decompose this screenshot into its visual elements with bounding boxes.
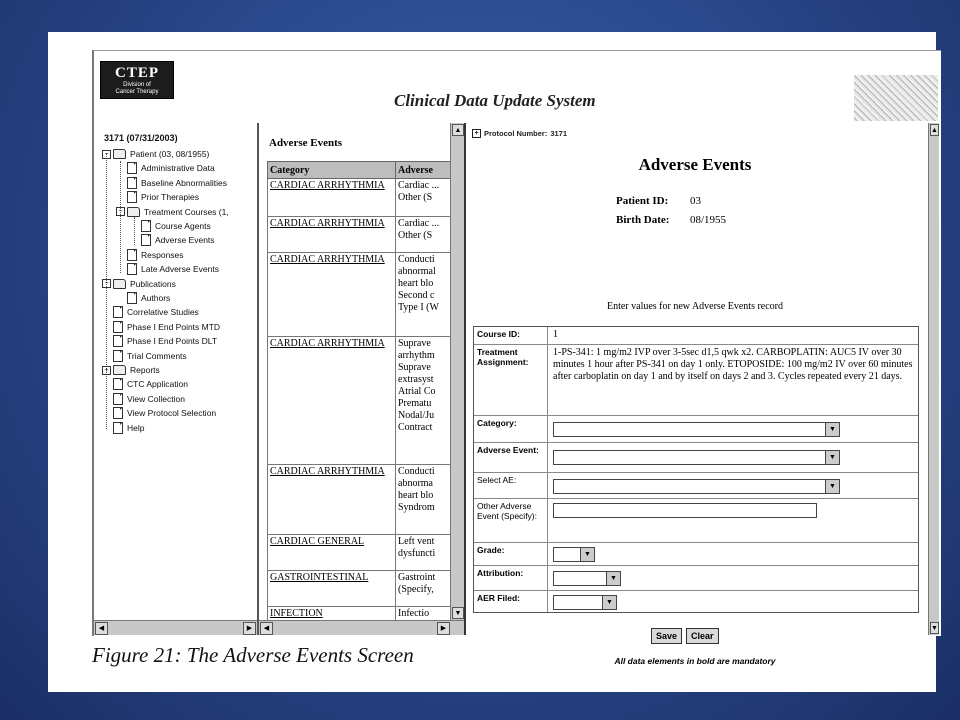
- tree-item[interactable]: [127, 176, 227, 190]
- tree-item-label: Late Adverse Events: [141, 264, 219, 275]
- column-header-category[interactable]: Category: [268, 162, 396, 179]
- adverse-event-cell: Cardiac ... Other (S: [396, 179, 452, 217]
- table-row[interactable]: [268, 465, 452, 535]
- scroll-down-icon[interactable]: ▼: [452, 607, 464, 619]
- adverse-events-table: [267, 161, 452, 622]
- tree-root[interactable]: 3171 (07/31/2003): [104, 133, 178, 143]
- tree-item[interactable]: [127, 161, 215, 175]
- category-cell[interactable]: CARDIAC ARRHYTHMIA: [268, 217, 396, 253]
- document-icon: [113, 393, 123, 405]
- category-row: [474, 416, 918, 443]
- category-cell[interactable]: INFECTION: [268, 607, 396, 622]
- logo-subtitle-2: Cancer Therapy: [115, 89, 159, 95]
- figure-caption: Figure 21: The Adverse Events Screen: [92, 643, 414, 667]
- tree-item-label: Prior Therapies: [141, 192, 199, 203]
- protocol-value: 3171: [550, 129, 568, 138]
- mandatory-note: All data elements in bold are mandatory: [614, 656, 776, 666]
- document-icon: [127, 177, 137, 189]
- protocol-label: Protocol Number:: [484, 129, 548, 138]
- list-vertical-scrollbar[interactable]: [450, 123, 464, 620]
- adverse-event-cell: Conducti abnormal heart blo Second c Type I (W: [396, 253, 452, 337]
- adverse-event-cell: Cardiac ... Other (S: [396, 217, 452, 253]
- scroll-up-icon[interactable]: ▲: [931, 126, 938, 134]
- tree-item[interactable]: [113, 406, 216, 420]
- adverse-event-label: Adverse Event:: [474, 443, 548, 472]
- chevron-down-icon[interactable]: ▼: [825, 451, 839, 464]
- adverse-event-form: [473, 326, 919, 613]
- attribution-row: [474, 566, 918, 591]
- treatment-text: 1-PS-341: 1 mg/m2 IVP over 3-5sec d1,5 qwk x2. CARBOPLATIN: AUC5 IV over 30 minutes 1 hour after PS-341 on day 1 only. ETOPOSIDE: 100 mg/m2 IV over 60 minutes after carboplatin on day 1 and by itself on days 2 and 3. Cycles repeated every 21 days.: [553, 347, 913, 382]
- treatment-assignment-row: [474, 345, 918, 416]
- adverse-event-cell: Conducti abnorma heart blo Syndrom: [396, 465, 452, 535]
- birth-date-row: [616, 214, 727, 226]
- tree-item-label: Correlative Studies: [127, 307, 199, 318]
- document-icon: [127, 263, 137, 275]
- clear-button[interactable]: Clear: [686, 628, 719, 644]
- aer-filed-row: [474, 591, 918, 612]
- tree-item-label: Adverse Events: [155, 235, 215, 246]
- category-cell[interactable]: CARDIAC ARRHYTHMIA: [268, 337, 396, 465]
- document-icon: [113, 306, 123, 318]
- treatment-label: Treatment Assignment:: [474, 345, 548, 415]
- other-ae-label: Other Adverse Event (Specify):: [474, 499, 548, 542]
- document-icon: [141, 220, 151, 232]
- select-ae-label: Select AE:: [474, 473, 548, 498]
- chevron-down-icon[interactable]: ▼: [580, 548, 594, 561]
- tree-item-label: View Collection: [127, 393, 185, 404]
- form-title: Adverse Events: [638, 155, 752, 174]
- app-header: [94, 51, 939, 124]
- document-icon: [113, 378, 123, 390]
- tree-item[interactable]: [127, 190, 199, 204]
- select-ae-row: [474, 473, 918, 499]
- table-row[interactable]: [268, 337, 452, 465]
- ctep-logo: [100, 61, 174, 99]
- attribution-label: Attribution:: [474, 566, 548, 590]
- category-select[interactable]: [553, 422, 840, 437]
- table-row[interactable]: [268, 217, 452, 253]
- chevron-down-icon[interactable]: ▼: [606, 572, 620, 585]
- list-title: Adverse Events: [269, 137, 343, 149]
- adverse-event-cell: Left vent dysfuncti: [396, 535, 452, 571]
- folder-icon: [127, 207, 140, 217]
- folder-icon: [113, 365, 126, 375]
- tree-item-label: Reports: [130, 365, 160, 375]
- adverse-event-row: [474, 443, 918, 473]
- tree-item[interactable]: [113, 349, 187, 363]
- chevron-down-icon[interactable]: ▼: [602, 596, 616, 609]
- collapse-icon[interactable]: −: [116, 207, 125, 216]
- logo-title: CTEP: [114, 65, 159, 81]
- category-cell[interactable]: CARDIAC ARRHYTHMIA: [268, 465, 396, 535]
- tree-item[interactable]: [113, 305, 199, 319]
- select-ae-select[interactable]: [553, 479, 840, 494]
- attribution-select[interactable]: [553, 571, 621, 586]
- tree-item-label: View Protocol Selection: [127, 408, 217, 419]
- tree-item[interactable]: [102, 363, 160, 377]
- save-button[interactable]: Save: [651, 628, 682, 644]
- adverse-event-select[interactable]: [553, 450, 840, 465]
- adverse-event-cell: Suprave arrhythm Suprave extrasyst Atrial Co Prematu Nodal/Ju Contract: [396, 337, 452, 465]
- document-icon: [127, 292, 137, 304]
- tree-item-label: Authors: [141, 293, 171, 303]
- adverse-event-cell: Gastroint (Specify,: [396, 571, 452, 607]
- tree-item-label: Trial Comments: [127, 350, 187, 361]
- tree-horizontal-scrollbar[interactable]: [94, 620, 257, 635]
- tree-item[interactable]: [102, 277, 176, 291]
- form-vertical-scrollbar[interactable]: [928, 123, 939, 635]
- table-row[interactable]: [268, 253, 452, 337]
- category-cell[interactable]: CARDIAC ARRHYTHMIA: [268, 179, 396, 217]
- category-label: Category:: [474, 416, 548, 442]
- expand-icon[interactable]: +: [102, 366, 111, 375]
- category-cell[interactable]: CARDIAC ARRHYTHMIA: [268, 253, 396, 337]
- patient-id-label: Patient ID:: [616, 195, 669, 207]
- category-cell[interactable]: GASTROINTESTINAL: [268, 571, 396, 607]
- tree-item-label: Administrative Data: [141, 163, 215, 174]
- tree-item[interactable]: [113, 377, 188, 391]
- grade-row: [474, 543, 918, 566]
- other-ae-input[interactable]: [553, 503, 817, 518]
- birth-date-label: Birth Date:: [616, 214, 670, 226]
- adverse-event-form-pane: [466, 123, 939, 666]
- scroll-up-icon[interactable]: ▲: [452, 124, 464, 136]
- tree-item-label: Patient (03, 08/1955): [130, 149, 210, 159]
- document-icon: [127, 191, 137, 203]
- document-icon: [113, 335, 123, 347]
- form-buttons: [651, 628, 719, 644]
- tree-item[interactable]: [127, 248, 184, 262]
- other-adverse-event-row: [474, 499, 918, 543]
- tree-item-label: Publications: [130, 278, 176, 289]
- tree-item[interactable]: [102, 147, 209, 161]
- document-icon: [127, 162, 137, 174]
- table-row[interactable]: [268, 179, 452, 217]
- tree-item[interactable]: [113, 320, 220, 334]
- document-icon: [113, 422, 123, 434]
- course-id-row: [474, 327, 918, 345]
- table-row[interactable]: [268, 535, 452, 571]
- chevron-down-icon[interactable]: ▼: [825, 423, 839, 436]
- course-id-label: Course ID:: [474, 327, 548, 344]
- tree-item-label: Responses: [141, 249, 184, 260]
- folder-icon: [113, 149, 126, 159]
- tree-item-label: Help: [127, 422, 145, 433]
- tree-item[interactable]: [113, 334, 217, 348]
- expand-icon[interactable]: +: [472, 129, 481, 138]
- adverse-events-list-pane: [259, 123, 466, 635]
- collapse-icon[interactable]: −: [102, 279, 111, 288]
- tree-item[interactable]: [127, 262, 219, 276]
- header-graphic: [854, 75, 938, 121]
- aer-filed-select[interactable]: [553, 595, 617, 610]
- scroll-down-icon[interactable]: ▼: [931, 624, 938, 632]
- tree-item[interactable]: [141, 219, 211, 233]
- tree-item[interactable]: [141, 233, 215, 247]
- category-cell[interactable]: CARDIAC GENERAL: [268, 535, 396, 571]
- folder-icon: [113, 279, 126, 289]
- scroll-right-icon[interactable]: ▶: [243, 622, 256, 635]
- patient-id-row: [616, 195, 701, 207]
- course-id-value: 1: [553, 329, 558, 340]
- tree-item[interactable]: [127, 291, 170, 305]
- tree-item-label: Phase I End Points DLT: [127, 336, 218, 347]
- grade-label: Grade:: [474, 543, 548, 565]
- document-icon: [113, 407, 123, 419]
- collapse-icon[interactable]: −: [102, 150, 111, 159]
- protocol-number: [472, 129, 567, 138]
- tree-line: [106, 153, 107, 429]
- tree-item-label: CTC Application: [127, 379, 188, 390]
- tree-item-label: Treatment Courses (1,: [144, 206, 229, 217]
- adverse-event-cell: Infectio: [396, 607, 452, 622]
- tree-item-label: Phase I End Points MTD: [127, 321, 221, 332]
- tree-item-label: Baseline Abnormalities: [141, 177, 227, 188]
- app-title: Clinical Data Update System: [394, 91, 596, 110]
- patient-id-value: 03: [690, 195, 701, 207]
- document-icon: [113, 350, 123, 362]
- table-row[interactable]: [268, 571, 452, 607]
- scroll-left-icon[interactable]: ◀: [95, 622, 108, 635]
- grade-select[interactable]: [553, 547, 595, 562]
- navigation-tree-pane: [94, 123, 259, 635]
- column-header-adverse[interactable]: Adverse: [396, 162, 452, 179]
- scroll-right-icon[interactable]: ▶: [437, 622, 450, 635]
- slide: [48, 32, 936, 692]
- tree-line: [134, 217, 135, 245]
- tree-item[interactable]: [113, 392, 185, 406]
- aer-filed-label: AER Filed:: [474, 591, 548, 612]
- tree-item[interactable]: [113, 421, 144, 435]
- birth-date-value: 08/1955: [690, 214, 727, 226]
- list-horizontal-scrollbar[interactable]: [259, 620, 464, 635]
- logo-subtitle-1: Division of: [123, 82, 151, 88]
- chevron-down-icon[interactable]: ▼: [825, 480, 839, 493]
- tree-item-label: Course Agents: [155, 221, 211, 231]
- tree-item[interactable]: [116, 205, 229, 219]
- document-icon: [113, 321, 123, 333]
- document-icon: [127, 249, 137, 261]
- document-icon: [141, 234, 151, 246]
- scroll-left-icon[interactable]: ◀: [260, 622, 273, 635]
- form-instruction: Enter values for new Adverse Events record: [606, 301, 784, 312]
